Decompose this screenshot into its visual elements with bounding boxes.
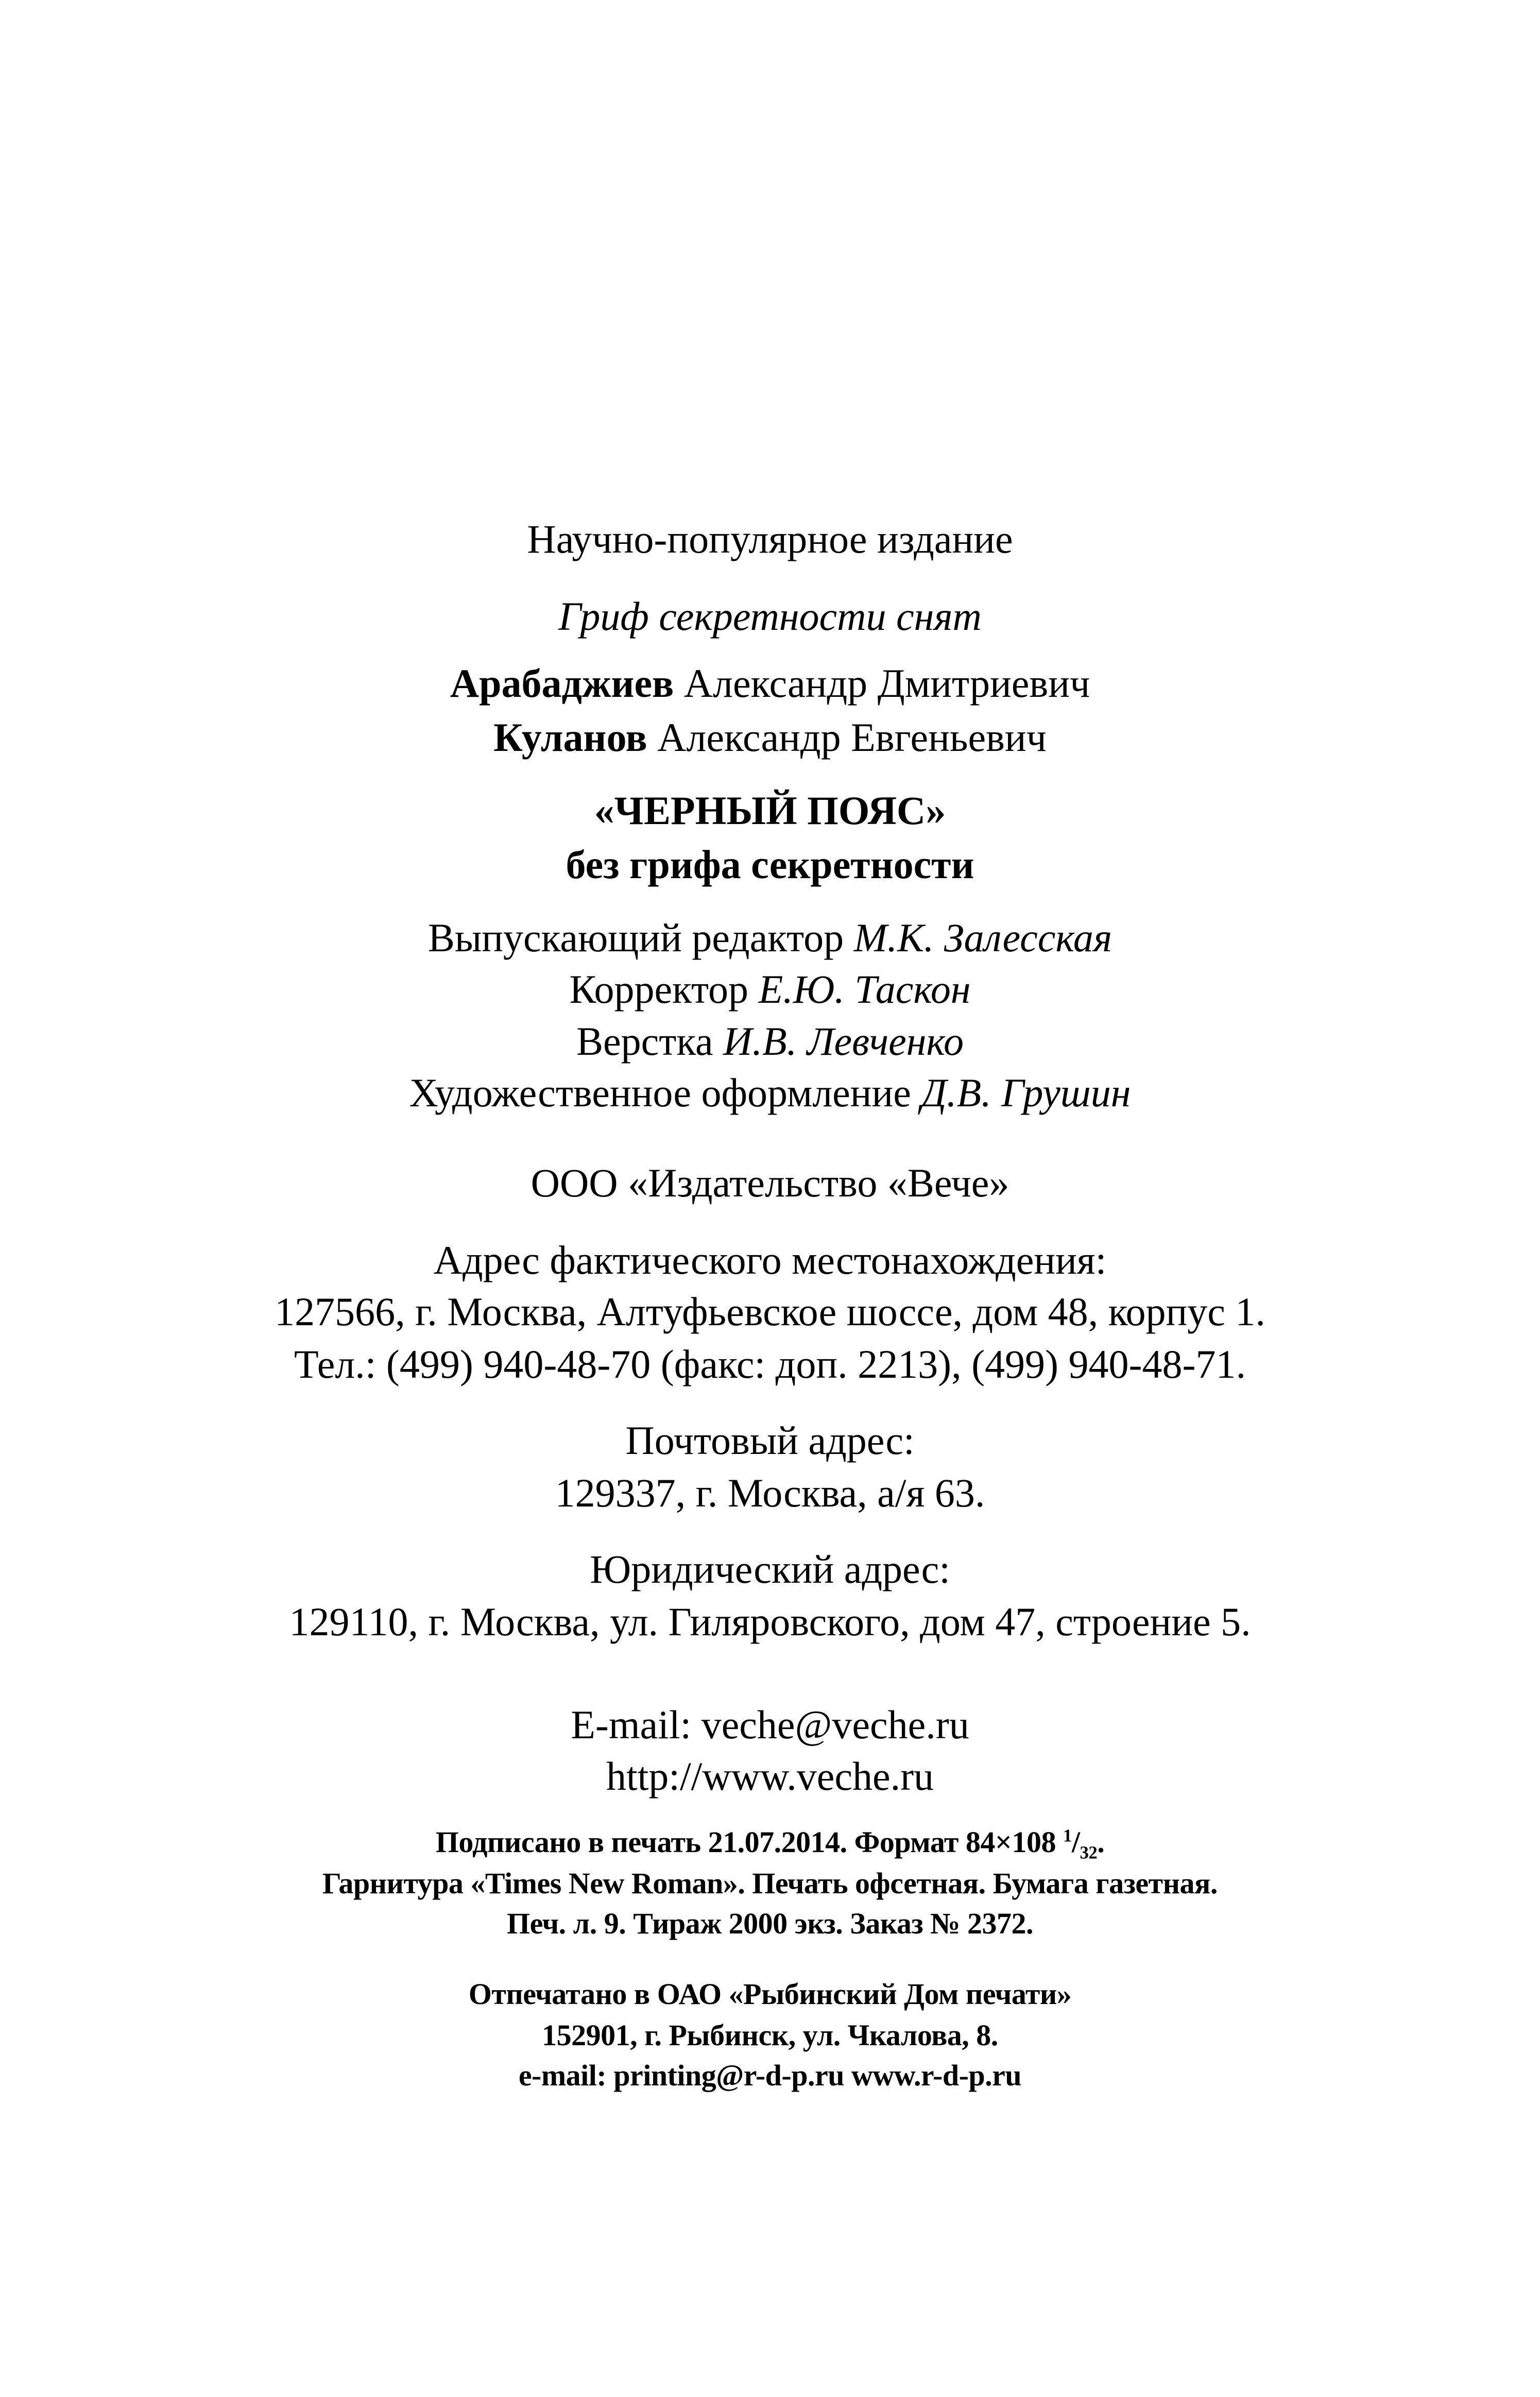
print-format-suffix: . [1097,1825,1105,1859]
credit-proofreader-role: Корректор [569,967,749,1012]
actual-address-label: Адрес фактического местонахождения: [433,1238,1107,1282]
credit-editor-role: Выпускающий редактор [427,915,844,960]
print-typeface-line: Гарнитура «Times New Roman». Печать офсетная. Бумага газетная. [322,1867,1218,1900]
author-2-name: Александр Евгеньевич [657,715,1047,760]
credit-layout [0,1019,1540,1064]
format-numerator: 1 [1063,1825,1072,1846]
publisher-name: ООО «Издательство «Вече» [531,1160,1009,1205]
author-2-surname: Куланов [493,715,647,760]
print-format-fraction: $^1/_{32}$ [1063,1825,1098,1863]
actual-address-line: 127566, г. Москва, Алтуфьевское шоссе, дом 48, корпус 1. [275,1289,1265,1334]
legal-address-line: 129110, г. Москва, ул. Гиляровского, дом 47, строение 5. [289,1599,1251,1644]
format-denominator: 32 [1080,1842,1098,1863]
print-run-line: Печ. л. 9. Тираж 2000 экз. Заказ № 2372. [507,1907,1033,1940]
credit-design [0,1070,1540,1115]
author-1-surname: Арабаджиев [450,661,674,706]
credit-layout-person: И.В. Левченко [723,1019,964,1064]
printer-address: 152901, г. Рыбинск, ул. Чкалова, 8. [542,2018,998,2052]
printer-name: Отпечатано в ОАО «Рыбинский Дом печати» [468,1977,1072,2011]
book-subtitle: без грифа секретности [566,842,974,887]
printer-contacts: e-mail: printing@r-d-p.ru www.r-d-p.ru [518,2059,1022,2092]
credit-proofreader [0,967,1540,1012]
contact-email: E-mail: veche@veche.ru [571,1702,969,1747]
series-title: Гриф секретности снят [558,594,982,639]
credit-design-person: Д.В. Грушин [921,1070,1131,1115]
credit-editor-person: М.К. Залесская [853,915,1113,960]
author-1-name: Александр Дмитриевич [683,661,1090,706]
author-1 [0,663,1540,704]
postal-address-line: 129337, г. Москва, а/я 63. [555,1470,985,1515]
credit-proofreader-person: Е.Ю. Таскон [758,967,971,1012]
phone-line: Тел.: (499) 940-48-70 (факс: доп. 2213), (499) 940-48-71. [294,1342,1246,1386]
contact-website: http://www.veche.ru [606,1754,934,1799]
edition-type: Научно-популярное издание [527,517,1013,561]
postal-address-label: Почтовый адрес: [625,1418,915,1463]
credit-editor [0,915,1540,960]
author-2 [0,717,1540,758]
book-title: «ЧЕРНЫЙ ПОЯС» [594,788,946,833]
print-signed-text: Подписано в печать 21.07.2014. Формат 84×108 [435,1825,1056,1859]
legal-address-label: Юридический адрес: [590,1547,950,1591]
print-signed-line [0,1825,1540,1863]
credit-layout-role: Верстка [576,1019,713,1064]
credit-design-role: Художественное оформление [409,1070,911,1115]
